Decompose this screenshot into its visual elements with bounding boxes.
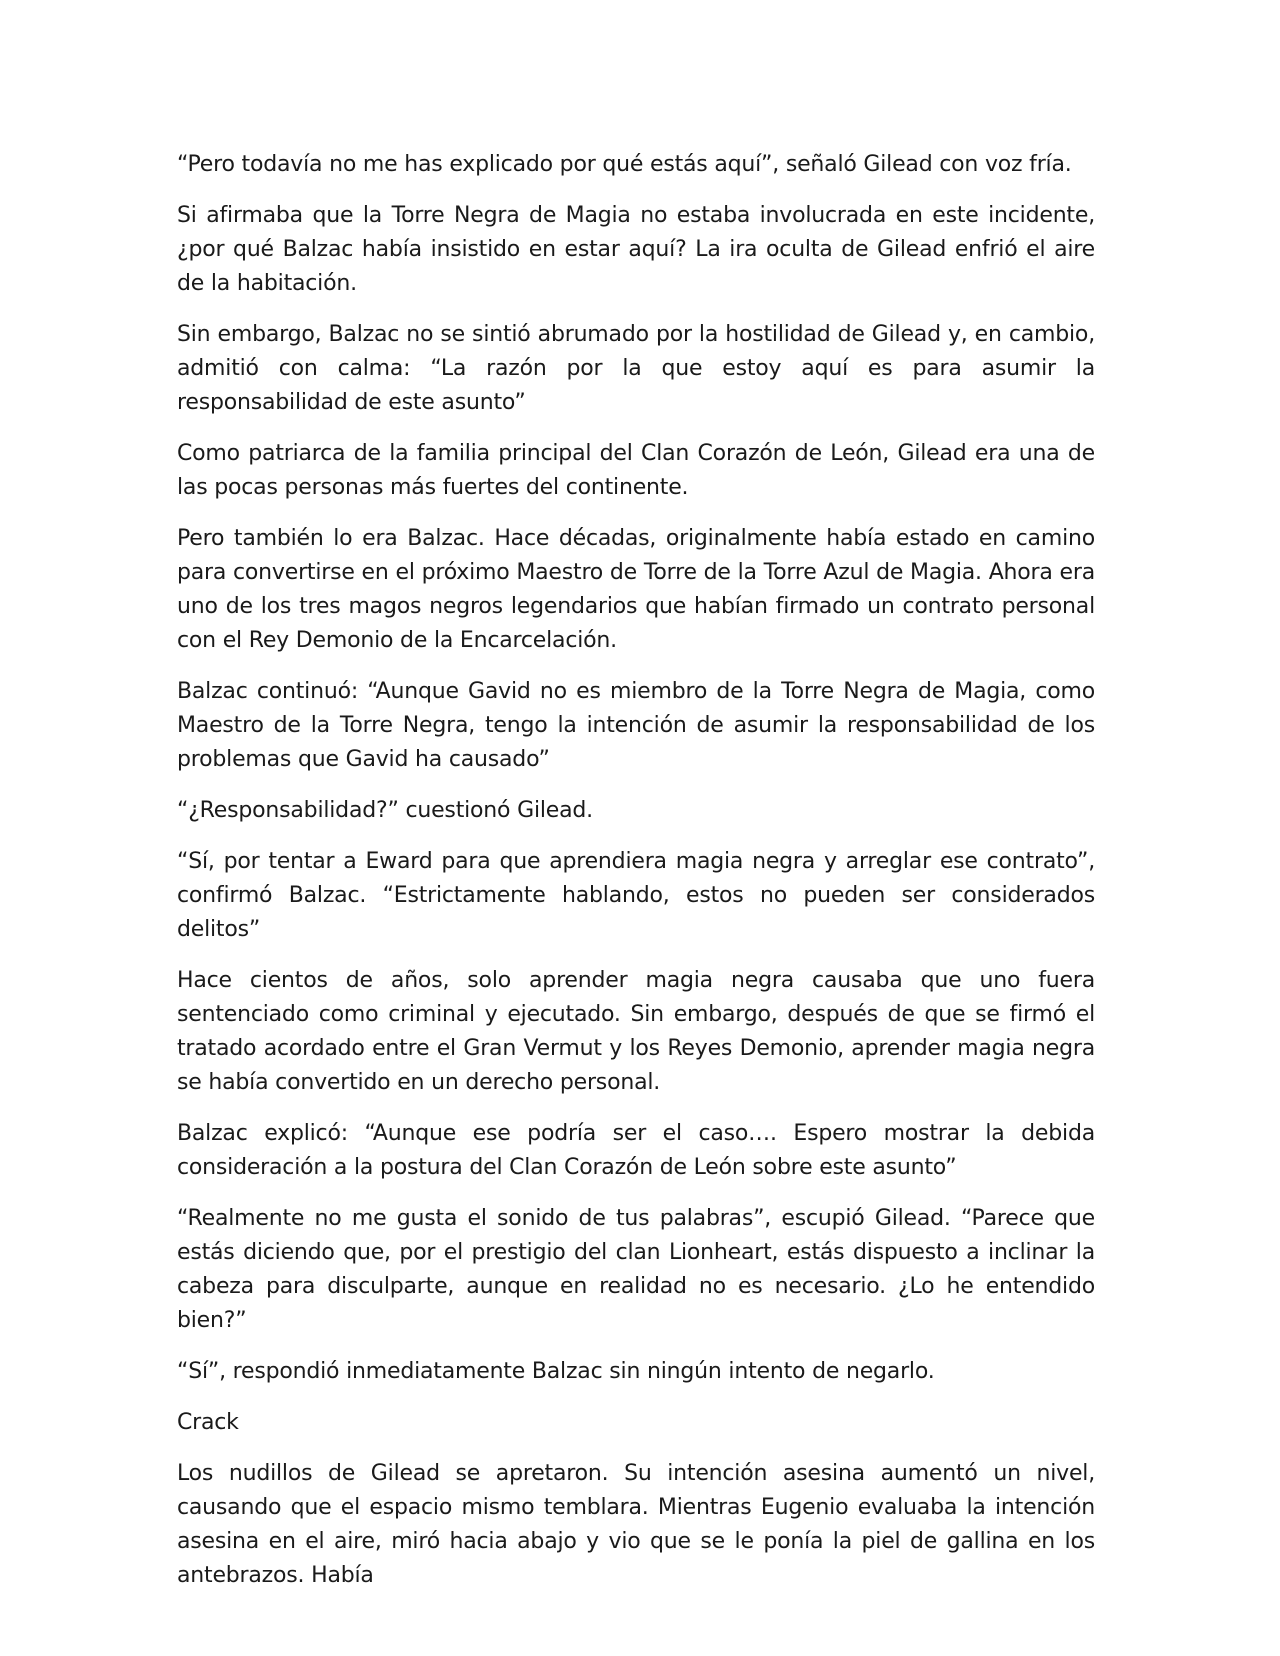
paragraph-5: Pero también lo era Balzac. Hace décadas, originalmente había estado en camino para convertirse en el próximo Maestro de Torre de la Torre Azul de Magia. Ahora era uno de los tres magos negros legendarios que habían firmado un contrato personal con el Rey Demonio de la Encarcelación. <box>177 526 1095 653</box>
paragraph-14: Los nudillos de Gilead se apretaron. Su intención asesina aumentó un nivel, causando que el espacio mismo temblara. Mientras Eugenio evaluaba la intención asesina en el aire, miró hacia abajo y vio que se le ponía la piel de gallina en los antebrazos. Había <box>177 1461 1095 1588</box>
paragraph-4: Como patriarca de la familia principal del Clan Corazón de León, Gilead era una de las pocas personas más fuertes del continente. <box>177 441 1095 500</box>
paragraph-2: Si afirmaba que la Torre Negra de Magia no estaba involucrada en este incidente, ¿por qué Balzac había insistido en estar aquí? La ira oculta de Gilead enfrió el aire de la habitación. <box>177 203 1095 296</box>
paragraph-12: “Sí”, respondió inmediatamente Balzac sin ningún intento de negarlo. <box>177 1359 935 1384</box>
paragraph-7: “¿Responsabilidad?” cuestionó Gilead. <box>177 798 593 823</box>
paragraph-6: Balzac continuó: “Aunque Gavid no es miembro de la Torre Negra de Magia, como Maestro de la Torre Negra, tengo la intención de asumir la responsabilidad de los problemas que Gavid ha causado” <box>177 679 1095 772</box>
document-body <box>177 148 1095 1610</box>
paragraph-3: Sin embargo, Balzac no se sintió abrumado por la hostilidad de Gilead y, en cambio, admitió con calma: “La razón por la que estoy aquí es para asumir la responsabilidad de este asunto” <box>177 322 1095 415</box>
paragraph-9: Hace cientos de años, solo aprender magia negra causaba que uno fuera sentenciado como criminal y ejecutado. Sin embargo, después de que se firmó el tratado acordado entre el Gran Vermut y los Reyes Demonio, aprender magia negra se había convertido en un derecho personal. <box>177 968 1095 1095</box>
paragraph-1: “Pero todavía no me has explicado por qué estás aquí”, señaló Gilead con voz fría. <box>177 152 1072 177</box>
paragraph-8: “Sí, por tentar a Eward para que aprendiera magia negra y arreglar ese contrato”, confirmó Balzac. “Estrictamente hablando, estos no pueden ser considerados delitos” <box>177 849 1095 942</box>
paragraph-10: Balzac explicó: “Aunque ese podría ser el caso…. Espero mostrar la debida consideración a la postura del Clan Corazón de León sobre este asunto” <box>177 1121 1095 1180</box>
paragraph-13: Crack <box>177 1410 239 1435</box>
paragraph-11: “Realmente no me gusta el sonido de tus palabras”, escupió Gilead. “Parece que estás diciendo que, por el prestigio del clan Lionheart, estás dispuesto a inclinar la cabeza para disculparte, aunque en realidad no es necesario. ¿Lo he entendido bien?” <box>177 1206 1095 1333</box>
